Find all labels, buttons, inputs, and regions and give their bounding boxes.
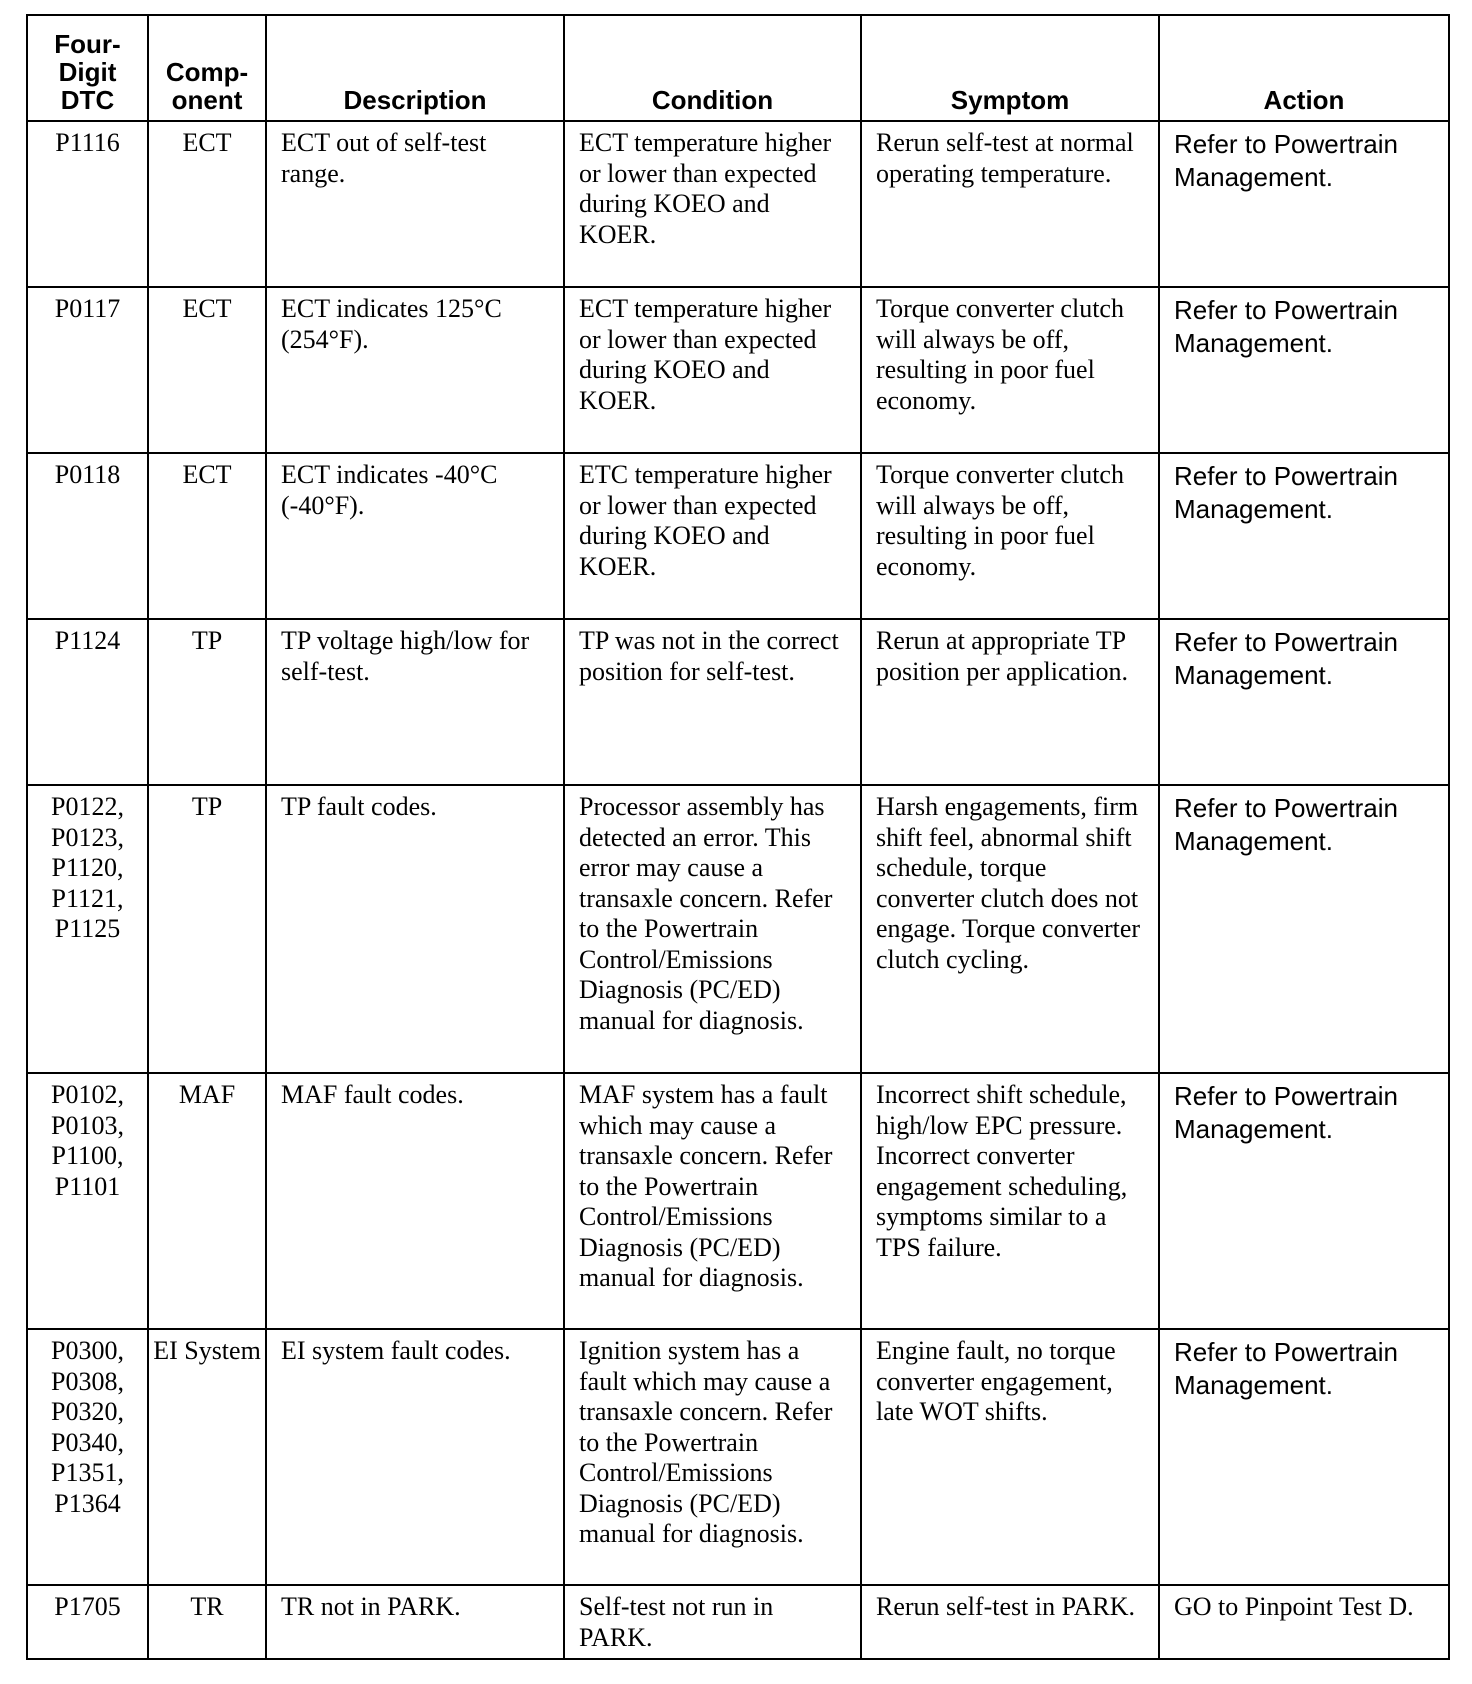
symptom-cell: Torque converter clutch will always be off, resulting in poor fuel economy. (861, 287, 1159, 453)
dtc-codes: P1705 (27, 1585, 148, 1659)
symptom-cell: Rerun at appropriate TP position per application. (861, 619, 1159, 785)
action-cell: Refer to Powertrain Management. (1159, 1329, 1449, 1585)
header-symptom: Symptom (861, 15, 1159, 121)
dtc-codes: P0117 (27, 287, 148, 453)
table-row (27, 619, 1449, 785)
action-cell: Refer to Powertrain Management. (1159, 785, 1449, 1073)
header-component: Comp- onent (148, 15, 266, 121)
table-row (27, 1329, 1449, 1585)
condition-cell: ETC temperature higher or lower than expected during KOEO and KOER. (564, 453, 861, 619)
description-cell: TP voltage high/low for self-test. (266, 619, 564, 785)
condition-cell: TP was not in the correct position for self-test. (564, 619, 861, 785)
condition-cell: Self-test not run in PARK. (564, 1585, 861, 1659)
description-cell: EI system fault codes. (266, 1329, 564, 1585)
dtc-codes: P0122, P0123, P1120, P1121, P1125 (27, 785, 148, 1073)
header-dtc: Four- Digit DTC (27, 15, 148, 121)
condition-cell: ECT temperature higher or lower than expected during KOEO and KOER. (564, 287, 861, 453)
action-cell: Refer to Powertrain Management. (1159, 287, 1449, 453)
dtc-codes: P0300, P0308, P0320, P0340, P1351, P1364 (27, 1329, 148, 1585)
table-row (27, 785, 1449, 1073)
symptom-cell: Engine fault, no torque converter engagement, late WOT shifts. (861, 1329, 1159, 1585)
table-row (27, 1073, 1449, 1329)
component-cell: MAF (148, 1073, 266, 1329)
action-cell: Refer to Powertrain Management. (1159, 619, 1449, 785)
header-row (27, 15, 1449, 121)
symptom-cell: Incorrect shift schedule, high/low EPC pressure. Incorrect converter engagement scheduling, symptoms similar to a TPS failure. (861, 1073, 1159, 1329)
component-cell: ECT (148, 121, 266, 287)
symptom-cell: Rerun self-test at normal operating temperature. (861, 121, 1159, 287)
action-cell: Refer to Powertrain Management. (1159, 1073, 1449, 1329)
description-cell: ECT out of self-test range. (266, 121, 564, 287)
condition-cell: MAF system has a fault which may cause a transaxle concern. Refer to the Powertrain Control/Emissions Diagnosis (PC/ED) manual for diagnosis. (564, 1073, 861, 1329)
dtc-codes: P1116 (27, 121, 148, 287)
table-row (27, 453, 1449, 619)
header-condition: Condition (564, 15, 861, 121)
description-cell: ECT indicates 125°C (254°F). (266, 287, 564, 453)
dtc-codes: P0102, P0103, P1100, P1101 (27, 1073, 148, 1329)
condition-cell: ECT temperature higher or lower than expected during KOEO and KOER. (564, 121, 861, 287)
component-cell: TP (148, 785, 266, 1073)
dtc-codes: P1124 (27, 619, 148, 785)
action-cell: Refer to Powertrain Management. (1159, 453, 1449, 619)
component-cell: TR (148, 1585, 266, 1659)
condition-cell: Ignition system has a fault which may cause a transaxle concern. Refer to the Powertrain Control/Emissions Diagnosis (PC/ED) manual for diagnosis. (564, 1329, 861, 1585)
condition-cell: Processor assembly has detected an error. This error may cause a transaxle concern. Refer to the Powertrain Control/Emissions Diagnosis (PC/ED) manual for diagnosis. (564, 785, 861, 1073)
description-cell: ECT indicates -40°C (-40°F). (266, 453, 564, 619)
component-cell: EI System (148, 1329, 266, 1585)
action-cell: GO to Pinpoint Test D. (1159, 1585, 1449, 1659)
dtc-table (26, 14, 1450, 1660)
description-cell: MAF fault codes. (266, 1073, 564, 1329)
table-row (27, 121, 1449, 287)
header-action: Action (1159, 15, 1449, 121)
table-row (27, 287, 1449, 453)
header-description: Description (266, 15, 564, 121)
component-cell: TP (148, 619, 266, 785)
description-cell: TP fault codes. (266, 785, 564, 1073)
symptom-cell: Torque converter clutch will always be off, resulting in poor fuel economy. (861, 453, 1159, 619)
dtc-codes: P0118 (27, 453, 148, 619)
component-cell: ECT (148, 453, 266, 619)
component-cell: ECT (148, 287, 266, 453)
symptom-cell: Harsh engagements, firm shift feel, abnormal shift schedule, torque converter clutch does not engage. Torque converter clutch cycling. (861, 785, 1159, 1073)
description-cell: TR not in PARK. (266, 1585, 564, 1659)
symptom-cell: Rerun self-test in PARK. (861, 1585, 1159, 1659)
table-row (27, 1585, 1449, 1659)
action-cell: Refer to Powertrain Management. (1159, 121, 1449, 287)
